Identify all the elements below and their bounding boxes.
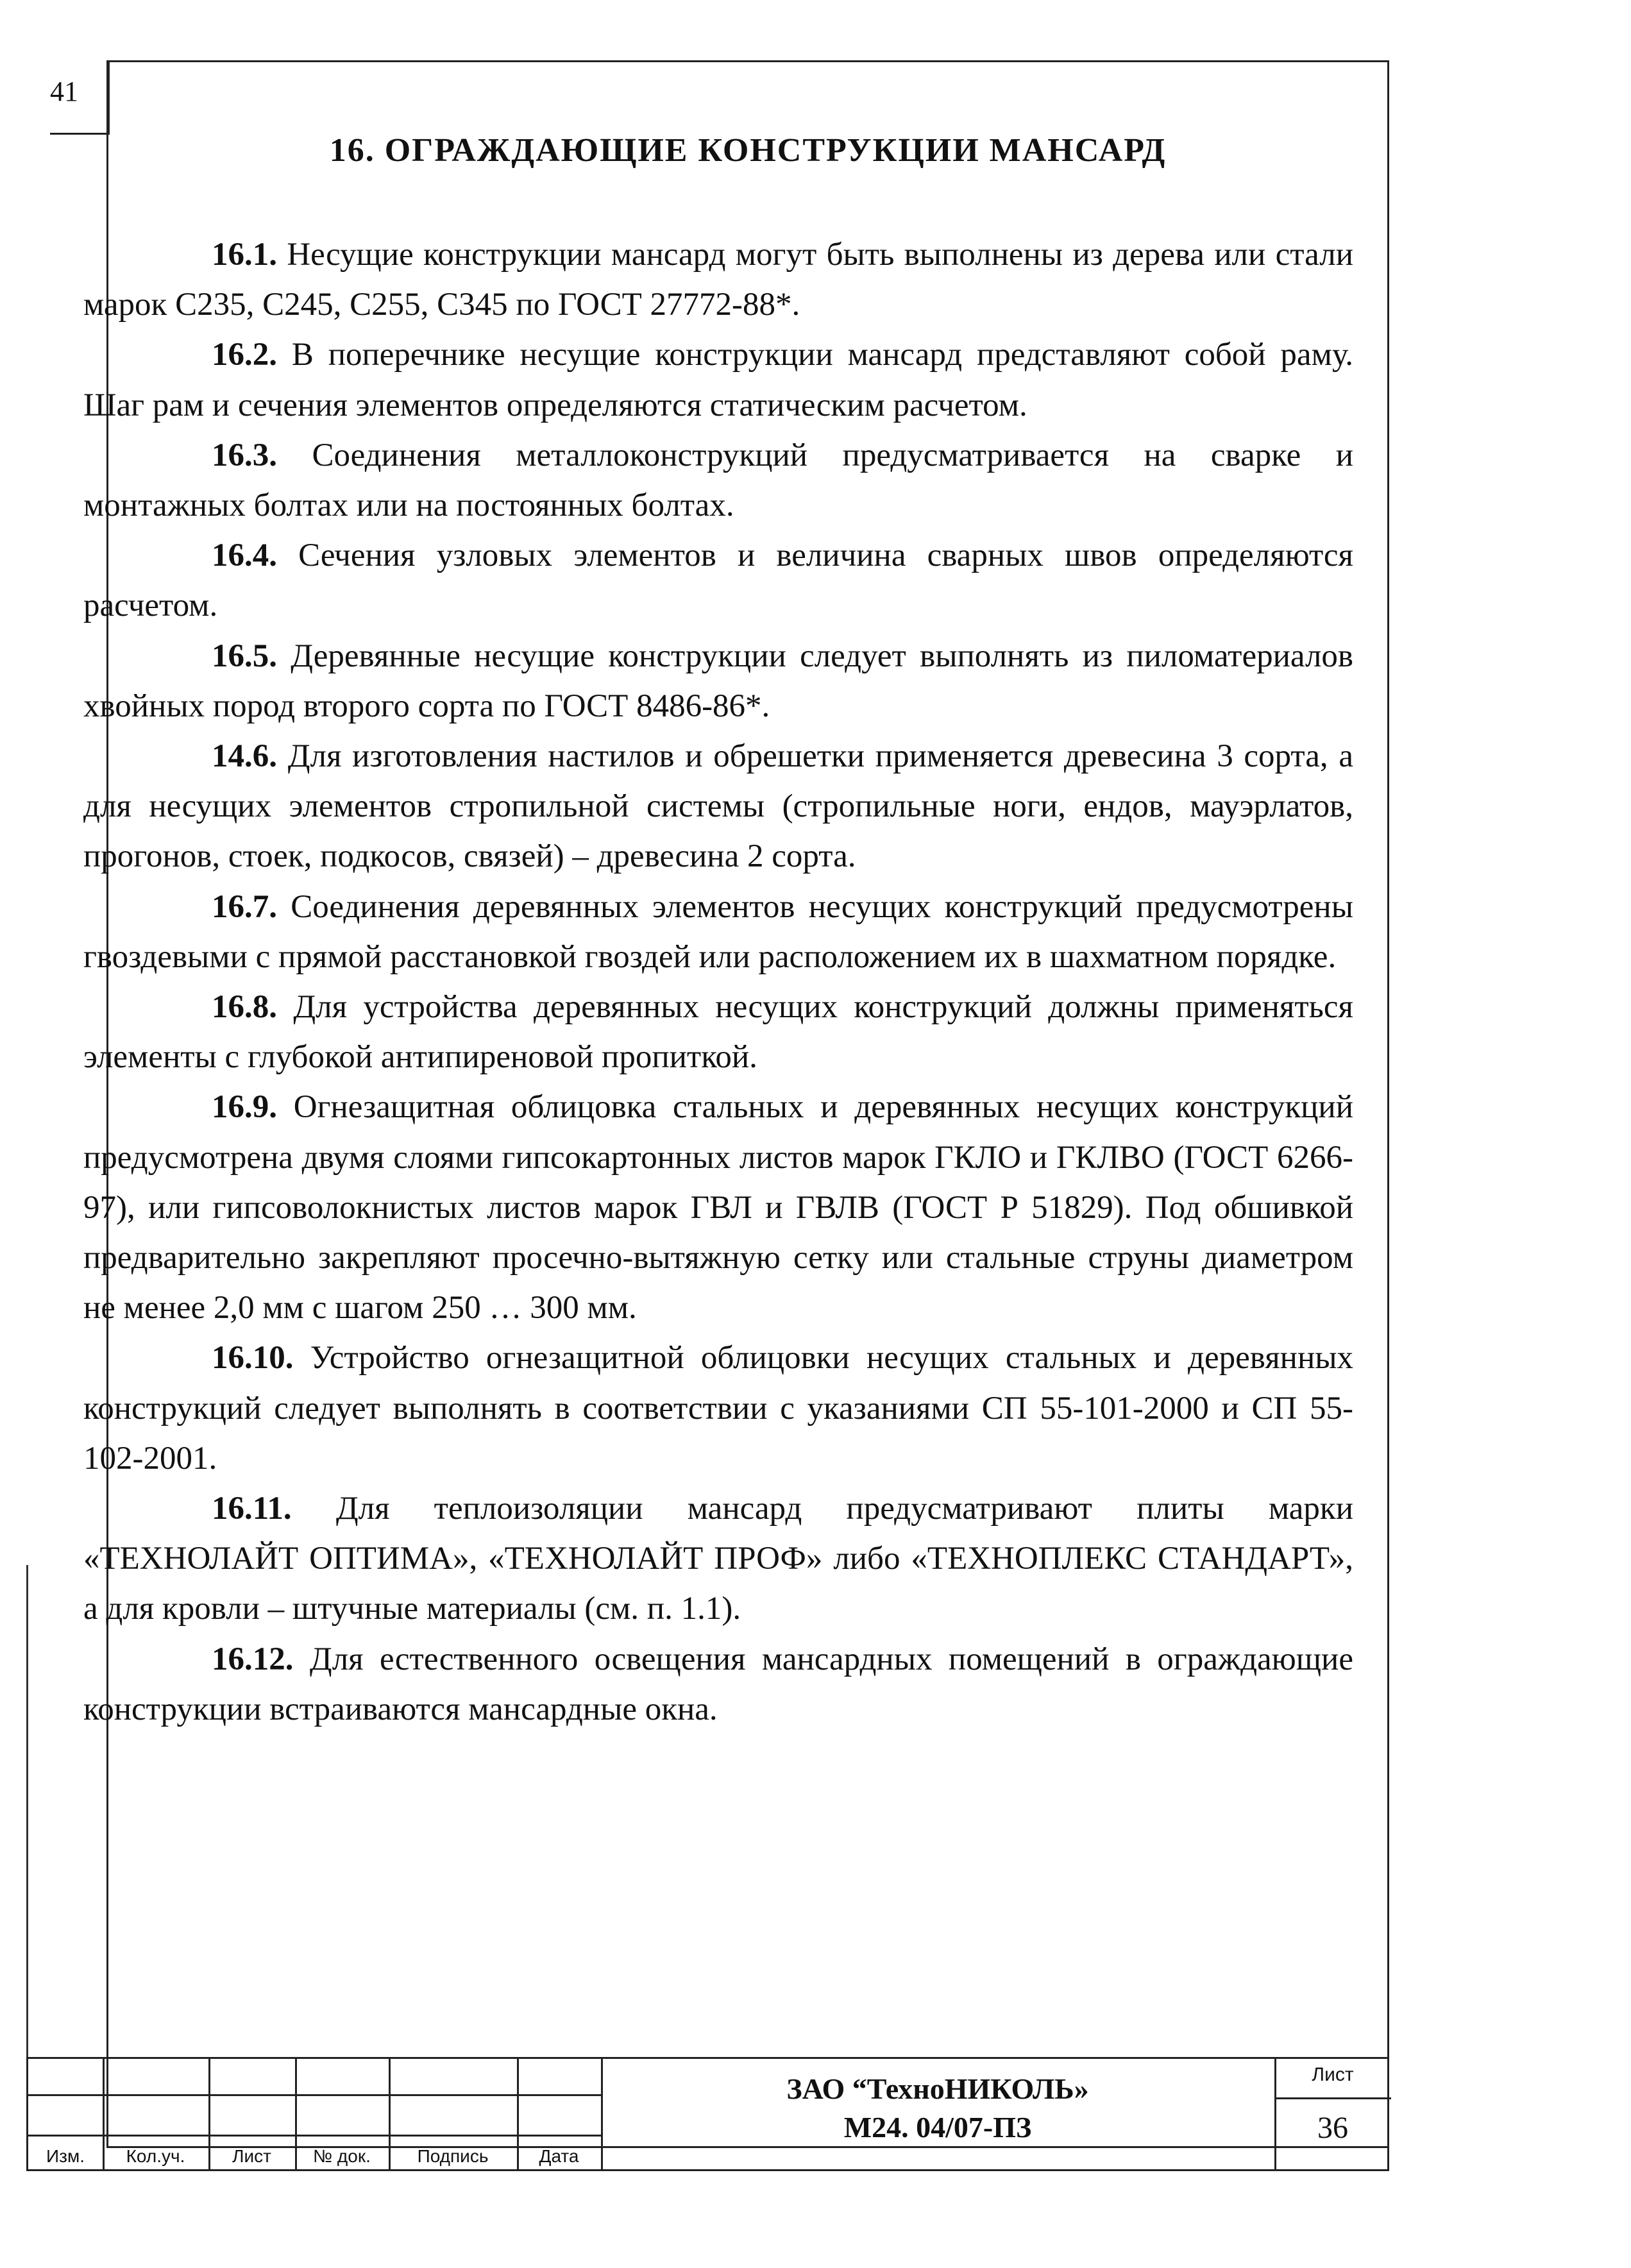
sheet-number: 36 — [1317, 2111, 1348, 2145]
paragraph-text: Деревянные несущие конструкции следует выполнять из пиломатериалов хвойных пород второго сорта по ГОСТ 8486-86*. — [83, 638, 1353, 724]
paragraph — [83, 731, 1353, 882]
paragraph-number: 16.1. — [212, 237, 277, 273]
paragraph-text: Устройство огнезащитной облицовки несущих стальных и деревянных конструкций следует выполнять в соответствии с указаниями СП 55-101-2000 и СП 55-102-2001. — [83, 1340, 1353, 1477]
document-code: М24. 04/07-ПЗ — [843, 2111, 1032, 2144]
paragraph — [83, 631, 1353, 731]
paragraph-number: 16.9. — [212, 1089, 277, 1126]
paragraph — [83, 1082, 1353, 1333]
col-doc-no: № док. — [313, 2146, 371, 2166]
paragraph — [83, 1333, 1353, 1484]
paragraph-text: Для устройства деревянных несущих конструкций должны применяться элементы с глубокой антипиреновой пропиткой. — [83, 989, 1353, 1076]
paragraph-number: 16.3. — [212, 437, 277, 473]
paragraph-number: 16.4. — [212, 537, 277, 574]
col-date: Дата — [539, 2146, 579, 2166]
title-block — [26, 2057, 1389, 2171]
paragraph — [83, 982, 1353, 1082]
paragraph-text: Для теплоизоляции мансард предусматривают плиты марки «ТЕХНОЛАЙТ ОПТИМА», «ТЕХНОЛАЙТ ПРОФ» либо «ТЕХНОПЛЕКС СТАНДАРТ», а для кровли – штучные материалы (см. п. 1.1). — [83, 1491, 1353, 1627]
paragraph-text: Для изготовления настилов и обрешетки применяется древесина 3 сорта, а для несущих элементов стропильной системы (стропильные ноги, ендов, мауэрлатов, прогонов, стоек, подкосов, связей) – древесина 2 сорта. — [83, 738, 1353, 875]
sheet-label: Лист — [1312, 2064, 1354, 2085]
paragraph — [83, 1484, 1353, 1634]
paragraph-text: Сечения узловых элементов и величина сварных швов определяются расчетом. — [83, 537, 1353, 624]
col-list: Лист — [232, 2146, 271, 2166]
paragraph-text: Соединения металлоконструкций предусматривается на сварке и монтажных болтах или на постоянных болтах. — [83, 437, 1353, 524]
col-signature: Подпись — [417, 2146, 489, 2166]
paragraph-text: Соединения деревянных элементов несущих конструкций предусмотрены гвоздевыми с прямой расстановкой гвоздей или расположением их в шахматном порядке. — [83, 888, 1353, 975]
paragraph-number: 16.8. — [212, 989, 277, 1026]
paragraph-number: 16.11. — [212, 1491, 292, 1527]
grid-line — [28, 2094, 601, 2096]
col-kol-uch: Кол.уч. — [126, 2146, 185, 2166]
paragraph-text: В поперечнике несущие конструкции мансард представляют собой раму. Шаг рам и сечения элементов определяются статическим расчетом. — [83, 337, 1353, 423]
margin-line — [26, 1565, 28, 2142]
paragraph — [83, 230, 1353, 330]
page-number: 41 — [50, 76, 78, 107]
paragraph-number: 14.6. — [212, 738, 277, 775]
paragraph — [83, 1634, 1353, 1734]
organization-name: ЗАО “ТехноНИКОЛЬ» — [786, 2072, 1089, 2105]
section-body — [83, 230, 1353, 1734]
paragraph — [83, 430, 1353, 530]
section-title: 16. ОГРАЖДАЮЩИЕ КОНСТРУКЦИИ МАНСАРД — [329, 132, 1167, 169]
paragraph-number: 16.2. — [212, 337, 277, 373]
paragraph — [83, 530, 1353, 630]
grid-line — [1274, 2097, 1391, 2099]
paragraph-number: 16.7. — [212, 888, 277, 925]
paragraph-number: 16.5. — [212, 638, 277, 674]
grid-line — [28, 2135, 601, 2137]
page-number-tag — [50, 61, 110, 135]
paragraph — [83, 882, 1353, 982]
paragraph — [83, 330, 1353, 430]
paragraph-text: Для естественного освещения мансардных помещений в ограждающие конструкции встраиваются мансардные окна. — [83, 1641, 1353, 1727]
paragraph-text: Несущие конструкции мансард могут быть выполнены из дерева или стали марок С235, С245, С255, С345 по ГОСТ 27772-88*. — [83, 237, 1353, 323]
paragraph-number: 16.12. — [212, 1641, 294, 1677]
paragraph-number: 16.10. — [212, 1340, 294, 1376]
col-izm: Изм. — [46, 2146, 85, 2166]
paragraph-text: Огнезащитная облицовка стальных и деревянных несущих конструкций предусмотрена двумя слоями гипсокартонных листов марок ГКЛО и ГКЛВО (ГОСТ 6266-97), или гипсоволокнистых листов марок ГВЛ и ГВЛВ (ГОСТ Р 51829). Под обшивкой предварительно закрепляют просечно-вытяжную сетку или стальные струны диаметром не менее 2,0 мм с шагом 250 … 300 мм. — [83, 1089, 1353, 1326]
